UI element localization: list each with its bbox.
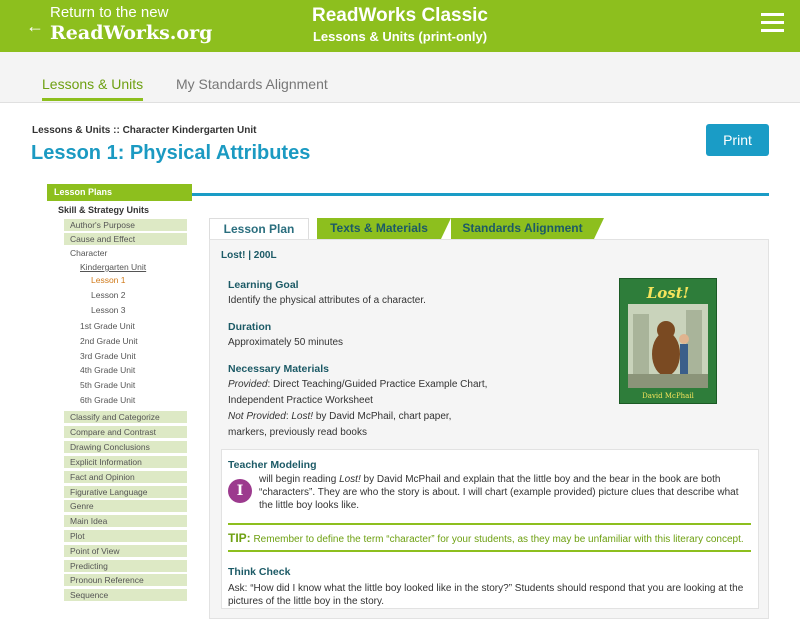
readworks-logo: ReadWorks.org (50, 22, 213, 44)
brand (0, 4, 800, 46)
sidebar-item[interactable]: Explicit Information (64, 456, 187, 468)
tab-standards-alignment-content[interactable]: Standards Alignment (451, 218, 594, 239)
sidebar-item-grade-unit[interactable]: 6th Grade Unit (80, 395, 136, 405)
sidebar-item[interactable]: Cause and Effect (64, 233, 187, 245)
materials-provided-2: Independent Practice Worksheet (228, 395, 373, 406)
brand-title: ReadWorks Classic (311, 5, 488, 26)
sidebar-item[interactable]: Plot (64, 530, 187, 542)
sidebar-item-grade-unit[interactable]: 5th Grade Unit (80, 380, 136, 390)
sidebar-item[interactable]: Predicting (64, 560, 187, 572)
sidebar-item[interactable]: Point of View (64, 545, 187, 557)
cover-illustration (628, 304, 708, 388)
teacher-icon: I (228, 479, 252, 503)
breadcrumb[interactable]: Lessons & Units :: Character Kindergarten Unit (32, 125, 257, 136)
sidebar-item[interactable]: Pronoun Reference (64, 574, 187, 586)
return-text: Return to the new (50, 4, 169, 21)
print-button[interactable]: Print (706, 124, 769, 156)
book-cover-image[interactable] (619, 278, 717, 404)
materials-not-provided: Not Provided: Lost! by David McPhail, chart paper, (228, 411, 452, 422)
sidebar-item[interactable]: Compare and Contrast (64, 426, 187, 438)
sidebar-item[interactable]: Sequence (64, 589, 187, 601)
learning-goal-text: Identify the physical attributes of a character. (228, 295, 426, 306)
sidebar-item-grade-unit[interactable]: 1st Grade Unit (80, 321, 135, 331)
menu-icon[interactable] (761, 13, 784, 33)
sidebar-item[interactable]: Main Idea (64, 515, 187, 527)
page-title: Lesson 1: Physical Attributes (31, 142, 311, 164)
book-title[interactable]: Lost! | 200L (221, 250, 277, 261)
tip-text: Remember to define the term “character” for your students, as they may be unfamiliar with this literary concept. (253, 534, 744, 545)
top-bar (0, 0, 800, 52)
cover-author: David McPhail (642, 392, 694, 400)
tab-lessons-units[interactable]: Lessons & Units (42, 76, 144, 92)
brand-subtitle: Lessons & Units (print-only) (312, 29, 488, 44)
sidebar-subheading[interactable]: Skill & Strategy Units (58, 205, 150, 215)
tab-lesson-plan[interactable]: Lesson Plan (209, 218, 309, 239)
materials-not-provided-2: markers, previously read books (228, 427, 367, 438)
sidebar-item[interactable]: Figurative Language (64, 486, 187, 498)
sidebar-heading[interactable]: Lesson Plans (47, 184, 192, 201)
nav-bar (0, 52, 800, 103)
sidebar-item-kindergarten-unit[interactable]: Kindergarten Unit (80, 262, 147, 272)
tab-texts-materials[interactable]: Texts & Materials (317, 218, 441, 239)
teacher-modeling-text: will begin reading Lost! by David McPhail and explain that the little boy and the bear in the book are both “characters”. They are who the story is about. I will chart (example provided) picture clues that describe what the little boy looks like. (259, 474, 739, 511)
sidebar-item[interactable]: Genre (64, 500, 187, 512)
think-check-text: Ask: “How did I know what the little boy looked like in the story?” Students should respond that you are looking at the pictures of the little boy in the story. (228, 583, 744, 607)
sidebar-item[interactable]: Classify and Categorize (64, 411, 187, 423)
arrow-left-icon: ← (26, 16, 44, 36)
teacher-modeling-heading: Teacher Modeling (228, 459, 317, 471)
tip-label: TIP: (228, 531, 251, 545)
sidebar-item[interactable]: Author's Purpose (64, 219, 187, 231)
learning-goal-heading: Learning Goal (228, 279, 299, 291)
sidebar-item[interactable]: Drawing Conclusions (64, 441, 187, 453)
materials-heading: Necessary Materials (228, 363, 329, 375)
sidebar-item-grade-unit[interactable]: 2nd Grade Unit (80, 336, 138, 346)
tip-box (228, 523, 751, 552)
sidebar-item-grade-unit[interactable]: 4th Grade Unit (80, 365, 136, 375)
duration-heading: Duration (228, 321, 272, 333)
sidebar-item-character[interactable]: Character (70, 248, 108, 258)
materials-provided: Provided: Direct Teaching/Guided Practice Example Chart, (228, 379, 488, 390)
sidebar-item-grade-unit[interactable]: 3rd Grade Unit (80, 351, 136, 361)
cover-title: Lost! (646, 284, 690, 302)
think-check-heading: Think Check (228, 566, 291, 578)
duration-text: Approximately 50 minutes (228, 337, 344, 348)
sidebar-item[interactable]: Fact and Opinion (64, 471, 187, 483)
sidebar-item-lesson-1[interactable]: Lesson 1 (91, 275, 126, 285)
sidebar-item-lesson-2[interactable]: Lesson 2 (91, 290, 126, 300)
tab-standards-alignment[interactable]: My Standards Alignment (176, 76, 328, 92)
sidebar-item-lesson-3[interactable]: Lesson 3 (91, 305, 126, 315)
